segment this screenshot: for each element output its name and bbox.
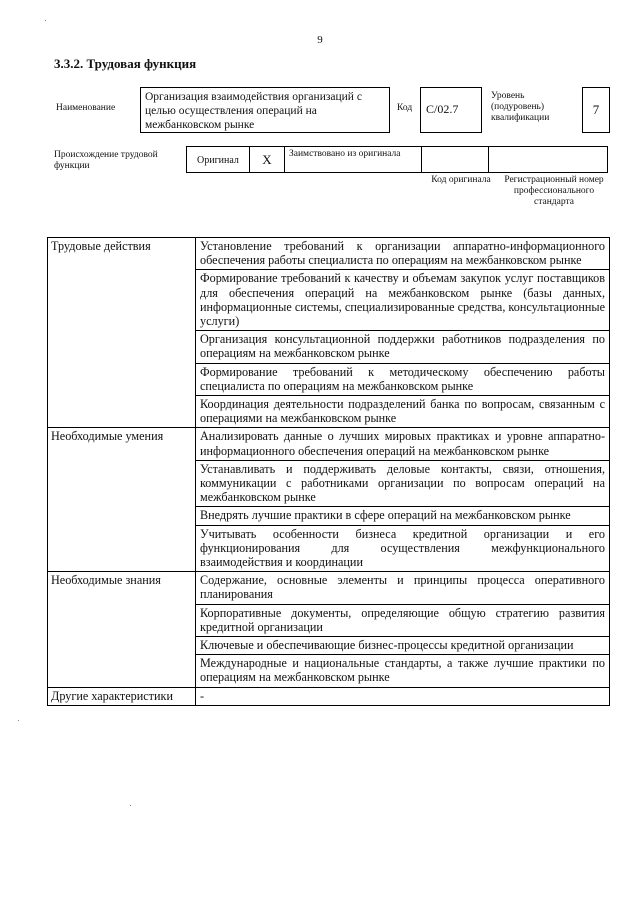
scan-speck — [18, 720, 19, 721]
reg-number-cell — [488, 146, 608, 173]
section-title: 3.3.2. Трудовая функция — [54, 56, 197, 71]
page-number: 9 — [317, 34, 323, 46]
category-knowledge: Необходимые знания — [48, 572, 196, 687]
skill-item: Устанавливать и поддерживать деловые контакты, связи, отношения, коммуникации с работниками организации по вопросам операций на межбанковском рынке — [196, 460, 610, 507]
knowledge-item: Ключевые и обеспечивающие бизнес-процессы кредитной организации — [196, 637, 610, 655]
level-value: 7 — [582, 87, 610, 133]
other-value: - — [196, 687, 610, 705]
code-value: С/02.7 — [420, 87, 482, 133]
origin-table — [186, 146, 610, 173]
level-label: Уровень (подуровень) квалификации — [491, 91, 550, 123]
scan-speck — [130, 805, 131, 806]
scan-speck — [45, 20, 46, 21]
original-label: Оригинал — [186, 146, 250, 173]
labor-action-item: Формирование требований к качеству и объемам закупок услуг поставщиков для обеспечения операций на межбанковском рынке (базы данных, информационные системы, специализированные средства, консультационные услуги) — [196, 270, 610, 331]
labor-action-item: Установление требований к организации аппаратно-информационного обеспечения работы специалиста по операциям на межбанковском рынке — [196, 238, 610, 270]
labor-function-table — [47, 237, 610, 706]
original-code-cell — [421, 146, 489, 173]
labor-action-item: Организация консультационной поддержки работников подразделения по операциям на межбанковском рынке — [196, 331, 610, 363]
origin-label: Происхождение трудовой функции — [54, 150, 158, 171]
knowledge-item: Международные и национальные стандарты, а также лучшие практики по операциям на межбанковском рынке — [196, 655, 610, 687]
name-label: Наименование — [56, 103, 116, 113]
category-labor-actions: Трудовые действия — [48, 238, 196, 428]
code-original-caption: Код оригинала — [431, 175, 491, 185]
category-other: Другие характеристики — [48, 687, 196, 705]
table-row — [48, 572, 610, 604]
category-skills: Необходимые умения — [48, 428, 196, 572]
code-label: Код — [397, 103, 413, 113]
table-row — [48, 238, 610, 270]
skill-item: Учитывать особенности бизнеса кредитной организации и его функционирования для осуществления межфункционального взаимодействия и координации — [196, 525, 610, 572]
knowledge-item: Содержание, основные элементы и принципы процесса оперативного планирования — [196, 572, 610, 604]
borrowed-label: Заимствовано из оригинала — [284, 146, 422, 173]
table-row — [48, 687, 610, 705]
labor-action-item: Координация деятельности подразделений банка по вопросам, связанным с операциями на межбанковском рынке — [196, 396, 610, 428]
table-row — [48, 428, 610, 460]
skill-item: Внедрять лучшие практики в сфере операций на межбанковском рынке — [196, 507, 610, 525]
original-mark: X — [249, 146, 285, 173]
labor-action-item: Формирование требований к методическому обеспечению работы специалиста по операциям на межбанковском рынке — [196, 363, 610, 395]
reg-number-caption: Регистрационный номер профессионального стандарта — [504, 175, 604, 207]
skill-item: Анализировать данные о лучших мировых практиках и уровне аппаратно-информационного обеспечения операций на межбанковском рынке — [196, 428, 610, 460]
name-value: Организация взаимодействия организаций с целью осуществления операций на межбанковском рынке — [140, 87, 390, 133]
knowledge-item: Корпоративные документы, определяющие общую стратегию развития кредитной организации — [196, 604, 610, 636]
